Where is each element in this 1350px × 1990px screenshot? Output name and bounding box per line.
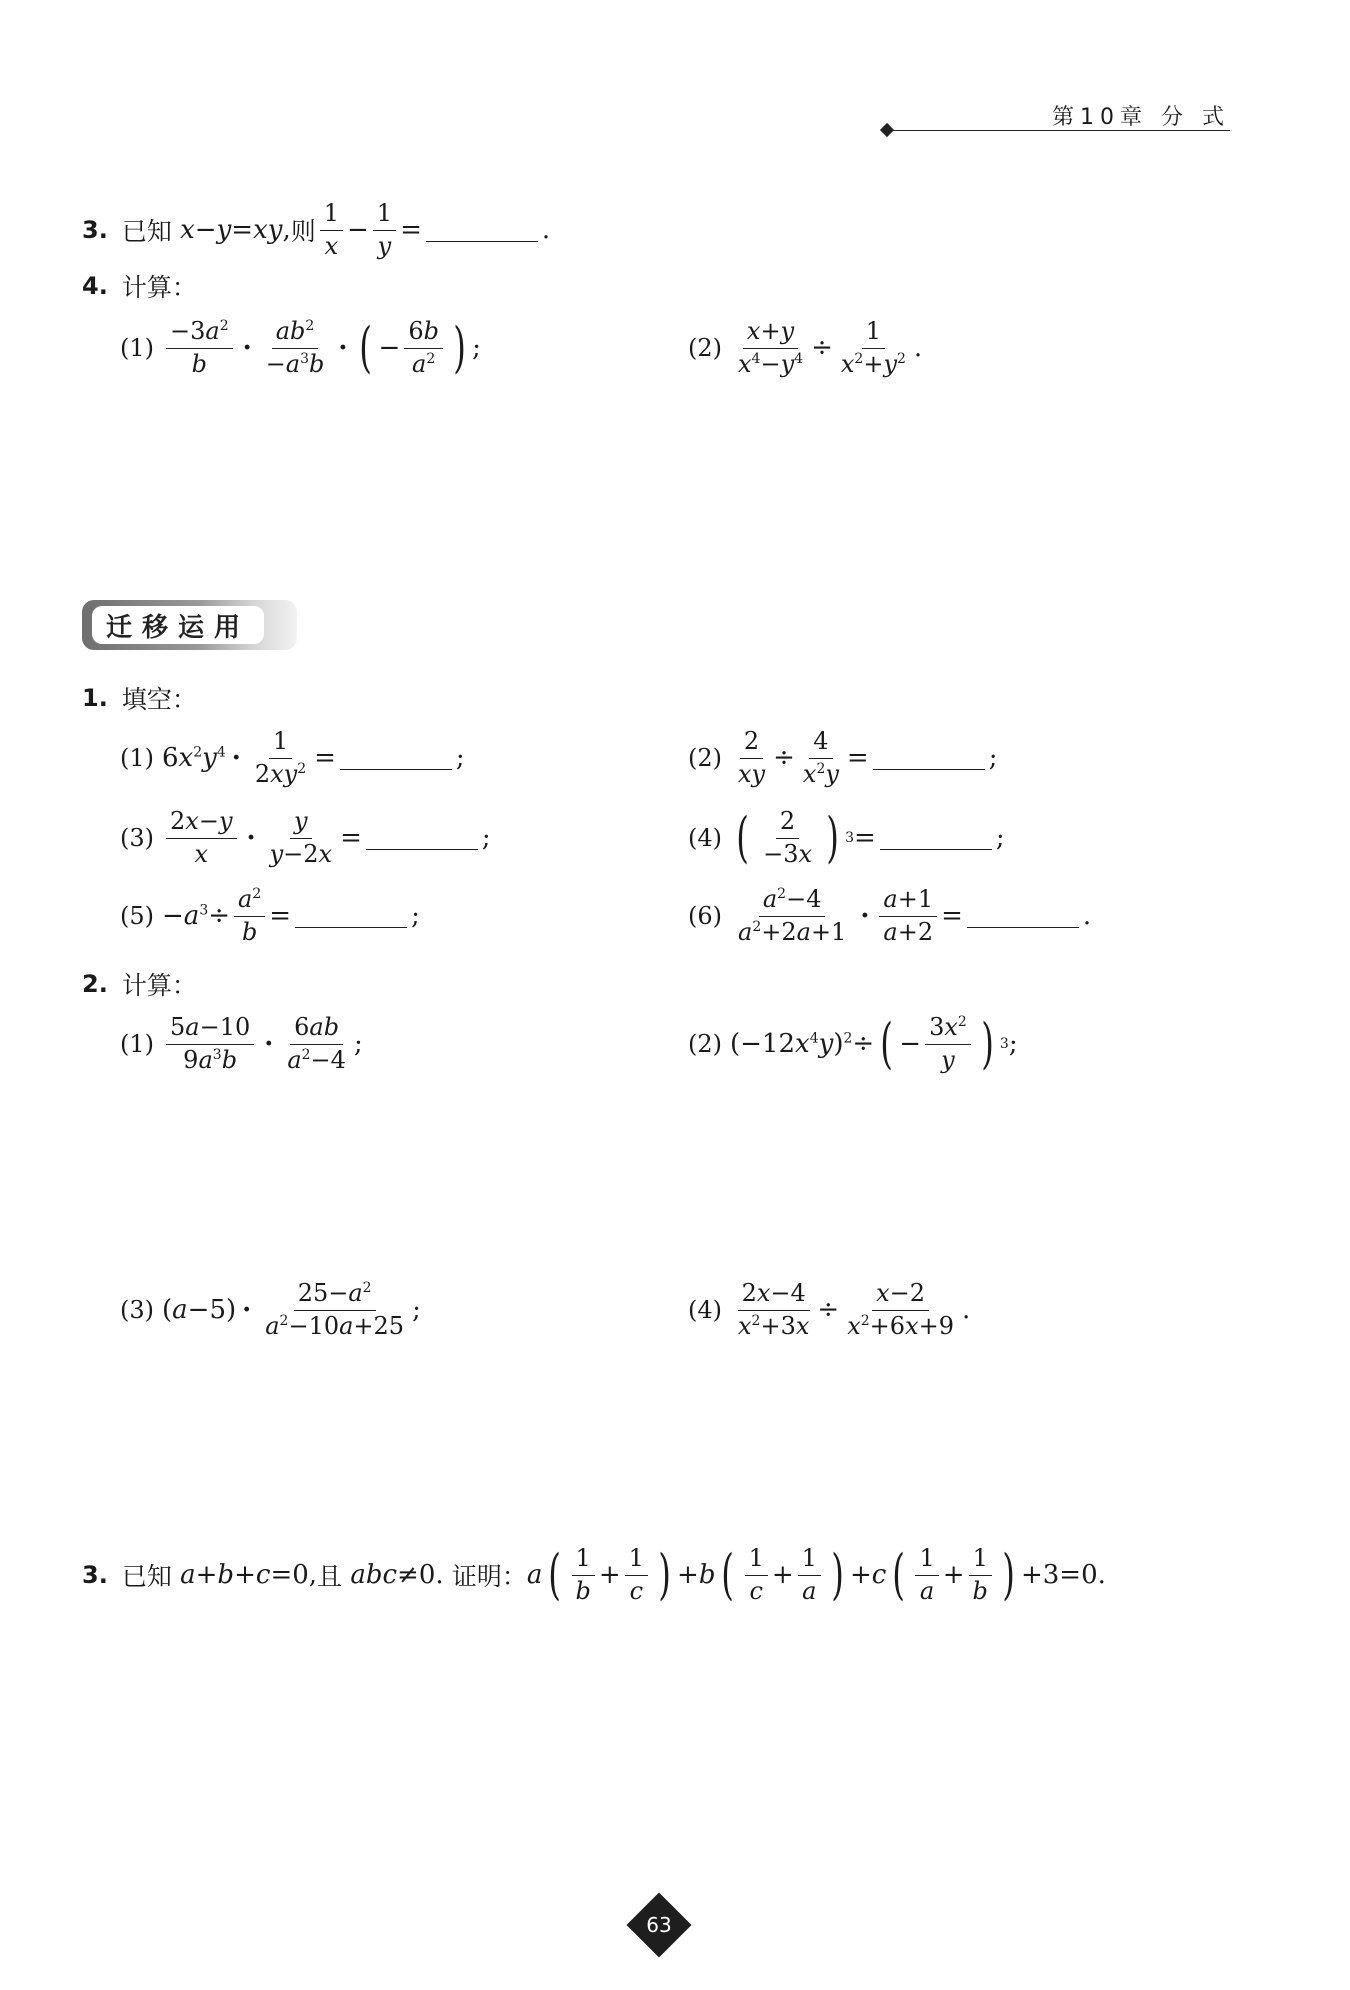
section-badge (82, 600, 297, 650)
answer-blank[interactable] (340, 747, 452, 770)
answer-blank[interactable] (366, 827, 478, 850)
chapter-header: 第10章 分 式 (1052, 105, 1230, 130)
header-rule (890, 130, 1230, 131)
section-question-2: 2. 计算： (82, 970, 197, 1000)
question-4-top: 4. 计算： (82, 272, 197, 302)
answer-blank[interactable] (967, 905, 1079, 928)
q4-part-2: (2) $\frac{x+y}{x^4-y^4}$ ÷ $\frac{1}{x^2+y^2}$ . (688, 317, 923, 378)
page-number: 63 (646, 1913, 672, 1937)
s1-part-1: (1) $6x^2y^4$ · $\frac{1}{2xy^2}$ = ; (120, 727, 465, 788)
section-question-3: 3. 已知 a+b+c=0, 且 abc≠0. 证明： a ( $\frac{1}{b}$ + $\frac{1}{c}$ ) + b ( $\frac{1}{c}$ + $\frac{1}{a}$ ) + c ( $\frac{1}{a}$ + $\frac{1}{b}$ ) +3=0. (82, 1543, 1106, 1607)
diamond-icon (880, 123, 894, 137)
s1-part-6: (6) $\frac{a^2-4}{a^2+2a+1}$ · $\frac{a+1}{a+2}$ = . (688, 885, 1092, 946)
question-3-top: 3. 已知 x−y=xy, 则 $\frac{1}{x}$ − $\frac{1}{y}$ = . (82, 199, 551, 260)
section-question-1: 1. 填空： (82, 684, 197, 714)
s2-part-4: (4) $\frac{2x-4}{x^2+3x}$ ÷ $\frac{x-2}{x^2+6x+9}$ . (688, 1279, 971, 1340)
answer-blank[interactable] (426, 219, 538, 242)
s1-part-3: (3) $\frac{2x-y}{x}$ · $\frac{y}{y-2x}$ = ; (120, 807, 491, 868)
answer-blank[interactable] (873, 747, 985, 770)
s1-part-4: (4) ( $\frac{2}{-3x}$ ) 3 = ; (688, 806, 1005, 870)
s2-part-2: (2) $(-12x^4y)^2\div$ ( − $\frac{3x^2}{y}$ ) 3 ; (688, 1012, 1018, 1076)
s1-part-2: (2) $\frac{2}{xy}$ ÷ $\frac{4}{x^2y}$ = ; (688, 727, 998, 788)
s2-part-3: (3) (a−5) · $\frac{25-a^2}{a^2-10a+25}$ ; (120, 1279, 421, 1340)
s1-part-5: (5) $-a^3\div$ $\frac{a^2}{b}$ = ; (120, 885, 420, 946)
answer-blank[interactable] (295, 905, 407, 928)
s2-part-1: (1) $\frac{5a-10}{9a^3b}$ · $\frac{6ab}{a^2-4}$ ; (120, 1013, 363, 1074)
q4-part-1: (1) $\frac{-3a^2}{b}$ · $\frac{ab^2}{-a^3b}$ · ( − $\frac{6b}{a^2}$ ) ; (120, 316, 481, 380)
answer-blank[interactable] (880, 827, 992, 850)
section-title: 迁移运用 (92, 606, 264, 644)
